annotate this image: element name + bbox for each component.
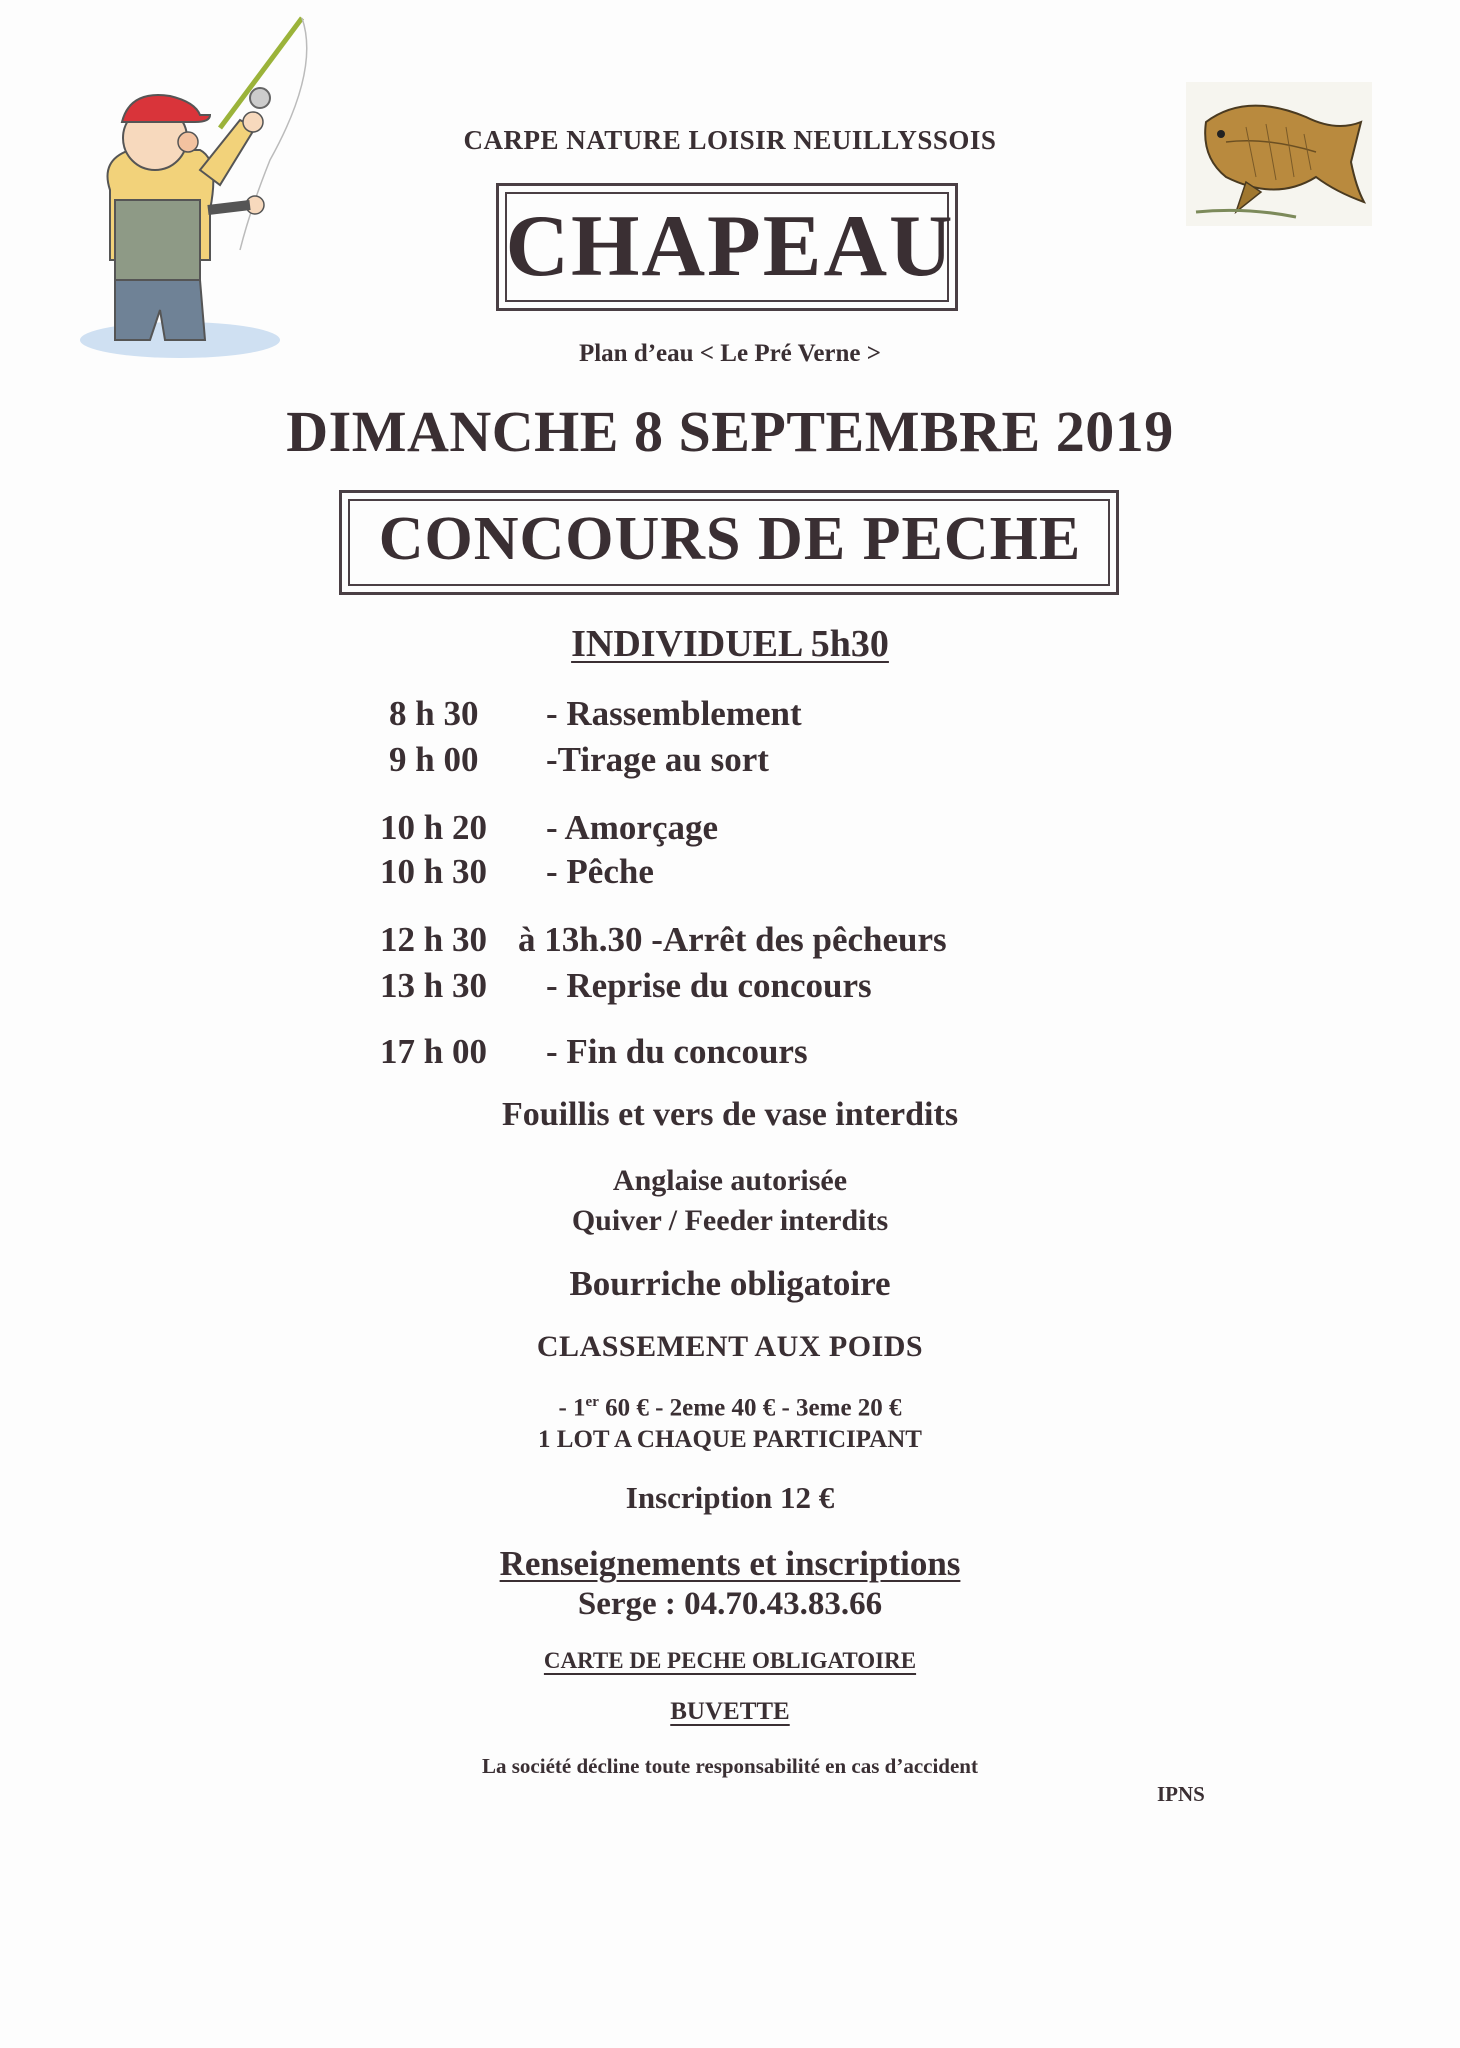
schedule-time: 10 h 30 — [380, 852, 487, 891]
schedule-event: -Tirage au sort — [546, 740, 769, 779]
schedule-event: - Amorçage — [546, 808, 719, 847]
disclaimer: La société décline toute responsabilité en cas d’accident — [482, 1754, 978, 1778]
schedule-time: 17 h 00 — [380, 1032, 487, 1071]
schedule-event: à 13h.30 -Arrêt des pêcheurs — [518, 920, 947, 959]
bar-notice: BUVETTE — [670, 1698, 790, 1725]
schedule-event: - Reprise du concours — [546, 966, 872, 1005]
schedule-event: - Rassemblement — [546, 694, 802, 733]
venue: Plan d’eau < Le Pré Verne > — [578, 340, 882, 367]
fisherman-illustration — [70, 10, 320, 360]
competition-format: INDIVIDUEL 5h30 — [571, 623, 889, 665]
prizes: - 1er 60 € - 2eme 40 € - 3eme 20 € — [558, 1394, 902, 1422]
schedule-time: 13 h 30 — [380, 966, 487, 1005]
schedule-time: 8 h 30 — [389, 694, 479, 733]
participant-lot: 1 LOT A CHAQUE PARTICIPANT — [538, 1426, 922, 1453]
fishing-licence-notice: CARTE DE PECHE OBLIGATOIRE — [543, 1648, 917, 1673]
schedule-event: - Fin du concours — [546, 1032, 808, 1071]
bourriche-rule: Bourriche obligatoire — [569, 1264, 891, 1303]
competition-title: CONCOURS DE PECHE — [378, 505, 1082, 573]
event-title: CHAPEAU — [505, 198, 955, 295]
anglaise-rule: Anglaise autorisée — [612, 1164, 848, 1197]
contact-phone: Serge : 04.70.43.83.66 — [577, 1586, 883, 1622]
schedule-time: 10 h 20 — [380, 808, 487, 847]
event-date: DIMANCHE 8 SEPTEMBRE 2019 — [286, 399, 1174, 464]
schedule-time: 9 h 00 — [389, 740, 479, 779]
club-name: CARPE NATURE LOISIR NEUILLYSSOIS — [463, 125, 997, 155]
schedule-event: - Pêche — [546, 852, 654, 891]
bait-rule: Fouillis et vers de vase interdits — [501, 1096, 959, 1133]
ranking-title: CLASSEMENT AUX POIDS — [536, 1330, 924, 1363]
schedule-time: 12 h 30 — [380, 920, 487, 959]
registration-fee: Inscription 12 € — [625, 1480, 835, 1515]
quiver-feeder-rule: Quiver / Feeder interdits — [571, 1204, 889, 1237]
ipns-mark: IPNS — [1157, 1782, 1205, 1806]
info-heading: Renseignements et inscriptions — [499, 1544, 961, 1583]
